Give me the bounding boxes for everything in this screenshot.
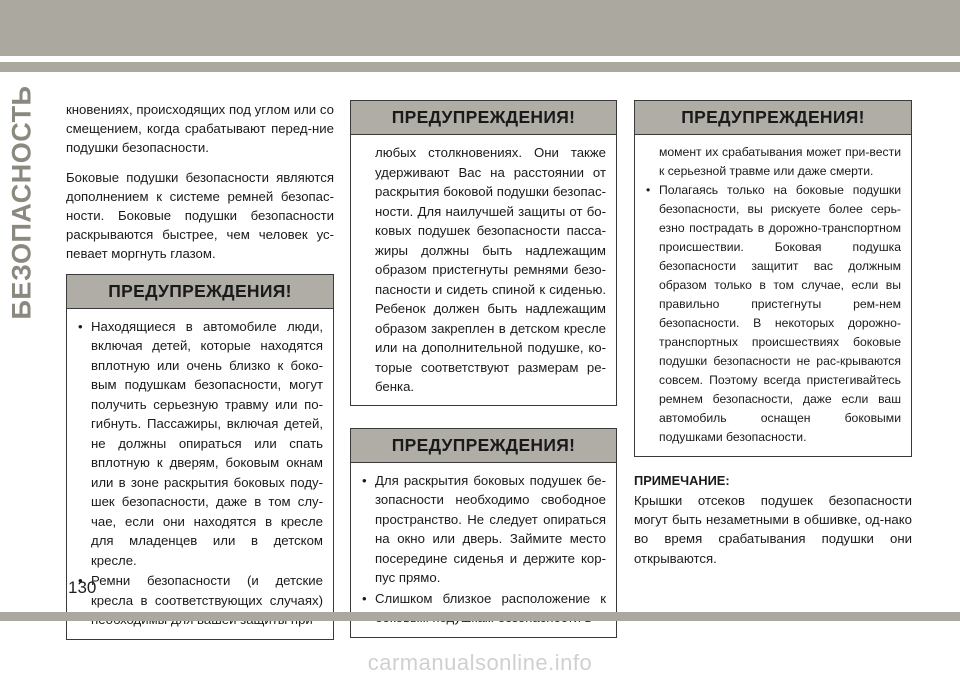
- warning-box: [350, 428, 617, 638]
- warning-body: [635, 135, 911, 456]
- watermark: carmanualsonline.info: [367, 650, 593, 675]
- footer-rule: [0, 612, 960, 621]
- warning-continuation-text: момент их срабатывания может при-вести к серьезной травме или даже смерти.: [659, 145, 901, 178]
- warning-body: [351, 135, 616, 405]
- column-3: [634, 100, 912, 578]
- warning-item: • Ремни безопасности (и детские кресла в соответствующих случаях): [77, 571, 323, 630]
- warning-item: • Для раскрытия боковых подушек бе-зопасности необходимо свободное пространство. Не следует опираться на окно или дверь. Займите место посередине сиденья и держите кор-пус прямо.: [361, 471, 606, 588]
- warning-continuation-text: любых столкновениях. Они также удерживают Вас на расстоянии от раскрытия боковой подушки безопас-ности. Для наилучшей защиты от бо-ковых подушек безопасности пасса-жиры должны быть надлежащим образом пристегнуты ремнями безо-пасности и сидеть спиной к сиденью. Ребенок должен быть надлежащим образом закреплен в детском кресле или на дополнительной подушке, ко-торые соответствуют размерам ре-бенка.: [375, 145, 606, 394]
- column-2: [350, 100, 617, 654]
- warning-item: • Слишком близкое расположение к: [361, 589, 606, 628]
- warning-title: ПРЕДУПРЕЖДЕНИЯ!: [351, 429, 616, 463]
- note-text: Крышки отсеков подушек безопасности могут быть незаметными в обшивке, од-нако во время срабатывания подушки они открываются.: [634, 493, 912, 566]
- header-band: [0, 0, 960, 56]
- warning-box: [634, 100, 912, 457]
- warning-body: [351, 463, 616, 637]
- warning-item: • Полагаясь только на боковые подушки безопасности, вы рискуете более серь-езно пострадать в дорожно-транспортном происшествии. Боковая подушка безопасности защитит вас должным образом только в том случае, если вы правильно пристегнуты рем-нем безопасности. В некоторых дорожно-транспортных происшествиях боковые подушки безопасности не рас-крываются совсем. Поэтому всегда пристегивайтесь ремнем безопасности, даже если ваш автомобиль оснащен боковыми подушками безопасности.: [645, 181, 901, 447]
- paragraph: кновениях, происходящих под углом или со смещением, когда срабатывают перед-ние подушки безопасности.: [66, 102, 334, 156]
- section-title: БЕЗОПАСНОСТЬ: [6, 85, 37, 319]
- column-1: [66, 100, 334, 656]
- paragraph: Боковые подушки безопасности являются дополнением к системе ремней безопас-ности. Боковые подушки безопасности раскрываются быстрее, чем человек ус-певает моргнуть глазом.: [66, 169, 334, 262]
- warning-title: ПРЕДУПРЕЖДЕНИЯ!: [67, 275, 333, 309]
- section-side-label: [2, 85, 42, 319]
- warning-box: [350, 100, 617, 406]
- note-title: ПРИМЕЧАНИЕ:: [634, 473, 730, 488]
- warning-body: [67, 309, 333, 639]
- warning-title: ПРЕДУПРЕЖДЕНИЯ!: [351, 101, 616, 135]
- warning-title: ПРЕДУПРЕЖДЕНИЯ!: [635, 101, 911, 135]
- warning-box: [66, 274, 334, 640]
- warning-item: • Находящиеся в автомобиле люди, включая детей, которые находятся вплотную или очень близко к боко-вым подушкам безопасности, могут получить серьезную травму или по-гибнуть. Пассажиры, включая детей, не должны опираться или спать вплотную к дверям, боковым окнам или в зоне раскрытия боковых поду-шек безопасности, даже в том слу-чае, если они находятся в кресле для младенцев или в детском кресле.: [77, 317, 323, 571]
- page-number: 130: [68, 578, 97, 597]
- header-rule: [0, 62, 960, 72]
